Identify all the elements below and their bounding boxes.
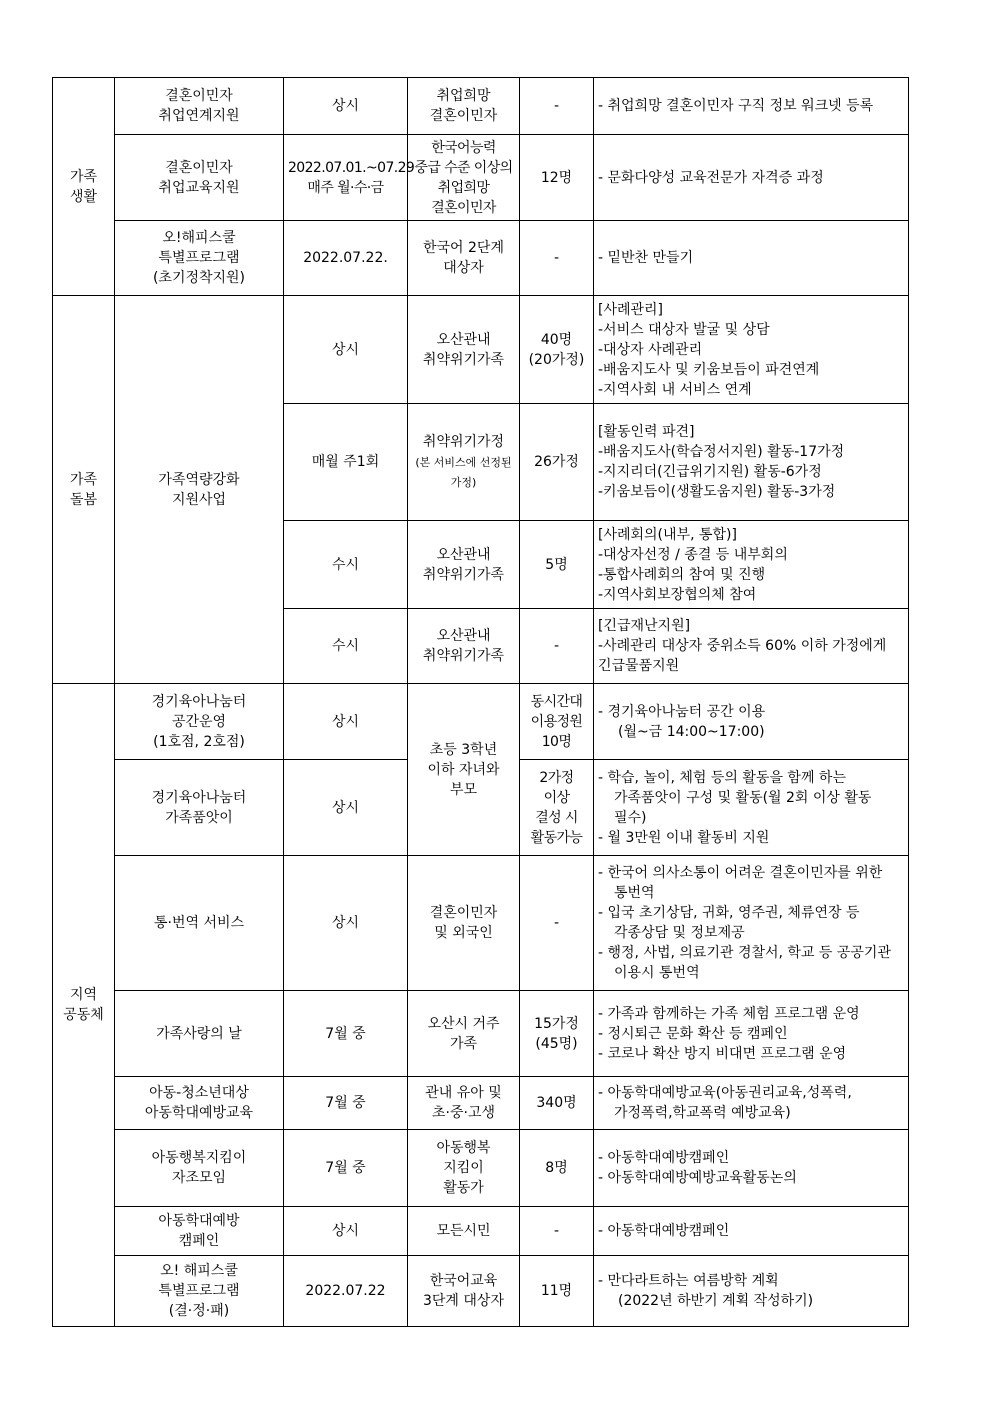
- details: [594, 684, 909, 760]
- period: 상시: [284, 684, 408, 760]
- detail-heading: [긴급재난지원]: [598, 618, 691, 634]
- detail-line: - 코로나 확산 방지 비대면 프로그램 운영: [598, 1045, 847, 1062]
- program-name: 가족역량강화 지원사업: [115, 296, 284, 684]
- detail-line: - 경기육아나눔터 공간 이용: [598, 703, 766, 720]
- details: [594, 1256, 909, 1327]
- details: [594, 78, 909, 135]
- program-name: 경기육아나눔터 공간운영 (1호점, 2호점): [115, 684, 284, 760]
- detail-line: -배움지도사(학습정서지원) 활동-17가정: [598, 444, 845, 460]
- detail-line: - 정시퇴근 문화 확산 등 캠페인: [598, 1025, 788, 1042]
- target: 한국어 2단계 대상자: [408, 221, 520, 296]
- details: [594, 609, 909, 684]
- detail-line: - 아동학대예방교육(아동권리교육,성폭력,가정폭력,학교폭력 예방교육): [598, 1085, 852, 1121]
- detail-line: -지역사회보장협의체 참여: [598, 586, 757, 603]
- target: [408, 404, 520, 521]
- count: -: [520, 78, 594, 135]
- target: 모든시민: [408, 1207, 520, 1256]
- target: 관내 유아 및 초·중·고생: [408, 1077, 520, 1130]
- group-family-care: 가족 돌봄: [53, 296, 115, 684]
- detail-line: -배움지도사 및 키움보듬이 파견연계: [598, 361, 820, 378]
- details: [594, 135, 909, 221]
- detail-line: -키움보듬이(생활도움지원) 활동-3가정: [598, 484, 836, 500]
- detail-line: -지역사회 내 서비스 연계: [598, 381, 752, 398]
- target: 한국어교육 3단계 대상자: [408, 1256, 520, 1327]
- program-name: 가족사랑의 날: [115, 991, 284, 1077]
- target: 오산시 거주 가족: [408, 991, 520, 1077]
- period: 상시: [284, 856, 408, 991]
- detail-heading: [사례회의(내부, 통합)]: [598, 526, 737, 543]
- target: 아동행복 지킴이 활동가: [408, 1130, 520, 1207]
- detail-line: -지지리더(긴급위기지원) 활동-6가정: [598, 464, 822, 480]
- count: 26가정: [520, 404, 594, 521]
- detail-line: - 월 3만원 이내 활동비 지원: [598, 829, 770, 846]
- table-row: [53, 135, 909, 221]
- details: [594, 296, 909, 404]
- detail-line: - 행정, 사법, 의료기관 경찰서, 학교 등 공공기관 이용시 통번역: [598, 945, 891, 981]
- detail-line: - 밑반찬 만들기: [598, 250, 694, 266]
- details: [594, 521, 909, 609]
- program-name: 오!해피스쿨 특별프로그램 (초기정착지원): [115, 221, 284, 296]
- program-table: [52, 77, 909, 1327]
- table-row: [53, 221, 909, 296]
- detail-heading: [사례관리]: [598, 301, 664, 318]
- details: [594, 404, 909, 521]
- period: 7월 중: [284, 1077, 408, 1130]
- count: 40명 (20가정): [520, 296, 594, 404]
- detail-line: - 한국어 의사소통이 어려운 결혼이민자를 위한 통번역: [598, 865, 883, 901]
- details: [594, 1207, 909, 1256]
- detail-line: - 학습, 놀이, 체험 등의 활동을 함께 하는 가족품앗이 구성 및 활동(월 2회 이상 활동 필수): [598, 769, 872, 826]
- target: 오산관내 취약위기가족: [408, 609, 520, 684]
- period: 상시: [284, 1207, 408, 1256]
- details: [594, 760, 909, 856]
- table-row: [53, 1077, 909, 1130]
- detail-line: -서비스 대상자 발굴 및 상담: [598, 321, 770, 338]
- detail-line: - 만다라트하는 여름방학 계획: [598, 1273, 779, 1289]
- details: [594, 221, 909, 296]
- target: 한국어능력 중급 수준 이상의 취업희망 결혼이민자: [408, 135, 520, 221]
- detail-line: - 아동학대예방캠페인: [598, 1223, 730, 1239]
- detail-line: -대상자 사례관리: [598, 341, 703, 358]
- detail-heading: [활동인력 파견]: [598, 424, 695, 440]
- program-name: 결혼이민자 취업연계지원: [115, 78, 284, 135]
- details: [594, 991, 909, 1077]
- target-label: 취약위기가정: [422, 434, 505, 450]
- count: 8명: [520, 1130, 594, 1207]
- count: 12명: [520, 135, 594, 221]
- program-name: 아동학대예방 캠페인: [115, 1207, 284, 1256]
- details: [594, 1077, 909, 1130]
- count: 15가정 (45명): [520, 991, 594, 1077]
- count: 11명: [520, 1256, 594, 1327]
- detail-line: -대상자선정 / 종결 등 내부회의: [598, 546, 788, 563]
- details: [594, 1130, 909, 1207]
- detail-line: - 문화다양성 교육전문가 자격증 과정: [598, 169, 824, 186]
- program-name: 통·번역 서비스: [115, 856, 284, 991]
- detail-line: - 입국 초기상담, 귀화, 영주권, 체류연장 등 각종상담 및 정보제공: [598, 905, 860, 941]
- count: -: [520, 1207, 594, 1256]
- count: 340명: [520, 1077, 594, 1130]
- period: 상시: [284, 296, 408, 404]
- program-name: 아동행복지킴이 자조모임: [115, 1130, 284, 1207]
- detail-line: - 취업희망 결혼이민자 구직 정보 워크넷 등록: [598, 98, 874, 114]
- count: 동시간대 이용정원 10명: [520, 684, 594, 760]
- period: 7월 중: [284, 1130, 408, 1207]
- detail-line: (2022년 하반기 계획 작성하기): [618, 1293, 814, 1309]
- target: 결혼이민자 및 외국인: [408, 856, 520, 991]
- count: -: [520, 221, 594, 296]
- program-name: 아동-청소년대상 아동학대예방교육: [115, 1077, 284, 1130]
- target: 초등 3학년 이하 자녀와 부모: [408, 684, 520, 856]
- count: 5명: [520, 521, 594, 609]
- table-row: [53, 1256, 909, 1327]
- table-row: [53, 991, 909, 1077]
- table-row: [53, 296, 909, 404]
- period: 수시: [284, 609, 408, 684]
- detail-line: -통합사례회의 참여 및 진행: [598, 566, 766, 583]
- period: 매월 주1회: [284, 404, 408, 521]
- count: -: [520, 856, 594, 991]
- detail-line: - 가족과 함께하는 가족 체험 프로그램 운영: [598, 1005, 860, 1022]
- period: 2022.07.01.~07.29 매주 월·수·금: [284, 135, 408, 221]
- target-note: (본 서비스에 선정된 가정): [415, 456, 512, 489]
- program-name: 경기육아나눔터 가족품앗이: [115, 760, 284, 856]
- detail-line: - 아동학대예방캠페인: [598, 1150, 730, 1166]
- target: 오산관내 취약위기가족: [408, 521, 520, 609]
- target: 취업희망 결혼이민자: [408, 78, 520, 135]
- target: 오산관내 취약위기가족: [408, 296, 520, 404]
- table-row: [53, 856, 909, 991]
- count: -: [520, 609, 594, 684]
- group-community: 지역 공동체: [53, 684, 115, 1327]
- period: 7월 중: [284, 991, 408, 1077]
- count: 2가정 이상 결성 시 활동가능: [520, 760, 594, 856]
- detail-line: (월~금 14:00~17:00): [618, 723, 765, 740]
- group-family-life: 가족 생활: [53, 78, 115, 296]
- table-row: [53, 1130, 909, 1207]
- table-row: [53, 684, 909, 760]
- period: 상시: [284, 78, 408, 135]
- period: 상시: [284, 760, 408, 856]
- details: [594, 856, 909, 991]
- detail-line: - 아동학대예방예방교육활동논의: [598, 1170, 797, 1186]
- period: 2022.07.22.: [284, 221, 408, 296]
- program-name: 오! 해피스쿨 특별프로그램 (결·정·패): [115, 1256, 284, 1327]
- period: 2022.07.22: [284, 1256, 408, 1327]
- period: 수시: [284, 521, 408, 609]
- detail-line: -사례관리 대상자 중위소득 60% 이하 가정에게 긴급물품지원: [598, 638, 887, 674]
- table-row: [53, 78, 909, 135]
- table-row: [53, 1207, 909, 1256]
- program-name: 결혼이민자 취업교육지원: [115, 135, 284, 221]
